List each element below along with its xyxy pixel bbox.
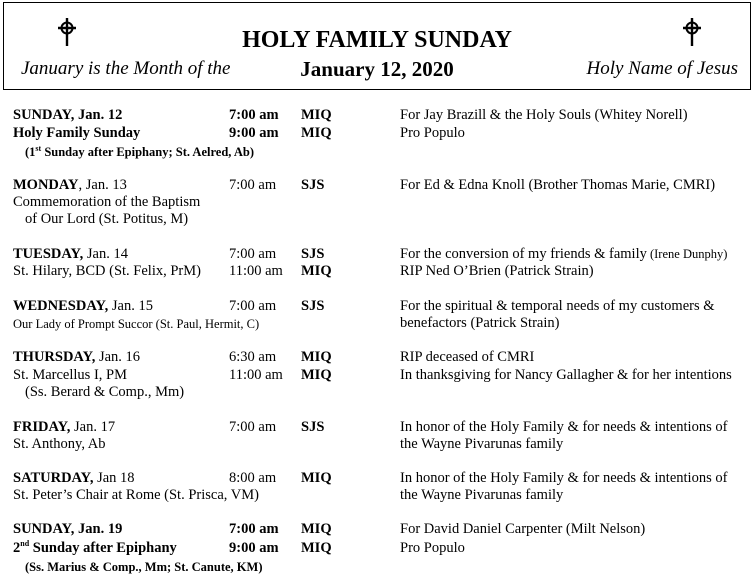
mass-time: 9:00 am — [229, 540, 279, 556]
month-dedication-right: Holy Name of Jesus — [586, 58, 738, 79]
feast-name-cont: of Our Lord (St. Potitus, M) — [25, 211, 189, 227]
priest-code: SJS — [301, 298, 325, 314]
mass-intention: RIP deceased of CMRI — [400, 349, 535, 365]
mass-time: 7:00 am — [229, 419, 277, 435]
priest-code: MIQ — [301, 107, 332, 123]
mass-time: 7:00 am — [229, 298, 277, 314]
mass-intention: For Ed & Edna Knoll (Brother Thomas Marie, CMRI) — [400, 177, 716, 193]
mass-intention: For the spiritual & temporal needs of my customers & — [400, 298, 715, 314]
day-label: SATURDAY, Jan 18 — [13, 470, 135, 486]
mass-time: 7:00 am — [229, 521, 279, 537]
day-label: THURSDAY, Jan. 16 — [13, 349, 141, 365]
feast-name-cont: (Ss. Berard & Comp., Mm) — [25, 384, 185, 400]
bulletin-date: January 12, 2020 — [300, 57, 454, 81]
feast-name: St. Hilary, BCD (St. Felix, PrM) — [13, 263, 201, 279]
day-label: WEDNESDAY, Jan. 15 — [13, 298, 153, 314]
priest-code: SJS — [301, 419, 325, 435]
feast-name: Holy Family Sunday — [13, 125, 141, 141]
mass-time: 11:00 am — [229, 263, 283, 279]
mass-time: 7:00 am — [229, 177, 277, 193]
feast-name: St. Marcellus I, PM — [13, 367, 127, 383]
mass-time: 7:00 am — [229, 246, 277, 262]
day-label: MONDAY, Jan. 13 — [13, 177, 127, 193]
priest-code: MIQ — [301, 540, 332, 556]
mass-intention: For David Daniel Carpenter (Milt Nelson) — [400, 521, 646, 537]
mass-intention-cont: the Wayne Pivarunas family — [400, 487, 564, 503]
feast-name: St. Anthony, Ab — [13, 436, 106, 452]
page-title: HOLY FAMILY SUNDAY — [242, 27, 512, 53]
mass-time: 11:00 am — [229, 367, 283, 383]
day-label: TUESDAY, Jan. 14 — [13, 246, 128, 262]
feast-name: 2nd Sunday after Epiphany — [13, 539, 177, 556]
priest-code: SJS — [301, 246, 325, 262]
mass-time: 9:00 am — [229, 125, 279, 141]
mass-intention-cont: benefactors (Patrick Strain) — [400, 315, 560, 331]
day-label: FRIDAY, Jan. 17 — [13, 419, 116, 435]
feast-name: Commemoration of the Baptism — [13, 194, 201, 210]
mass-intention-cont: the Wayne Pivarunas family — [400, 436, 564, 452]
feast-note: (1st Sunday after Epiphany; St. Aelred, Ab) — [25, 143, 254, 159]
mass-time: 7:00 am — [229, 107, 279, 123]
priest-code: MIQ — [301, 367, 332, 383]
mass-intention: Pro Populo — [400, 540, 465, 556]
mass-intention: In honor of the Holy Family & for needs & intentions of — [400, 470, 728, 486]
priest-code: MIQ — [301, 125, 332, 141]
mass-time: 8:00 am — [229, 470, 277, 486]
priest-code: MIQ — [301, 521, 332, 537]
priest-code: SJS — [301, 177, 325, 193]
priest-code: MIQ — [301, 263, 332, 279]
mass-intention: RIP Ned O’Brien (Patrick Strain) — [400, 263, 594, 279]
mass-intention: For Jay Brazill & the Holy Souls (Whitey Norell) — [400, 107, 688, 123]
feast-name: Our Lady of Prompt Succor (St. Paul, Hermit, C) — [13, 317, 260, 331]
mass-intention: In thanksgiving for Nancy Gallagher & for her intentions — [400, 367, 732, 383]
day-label: SUNDAY, Jan. 19 — [13, 521, 123, 537]
day-label: SUNDAY, Jan. 12 — [13, 107, 123, 123]
mass-intention: For the conversion of my friends & family (Irene Dunphy) — [400, 246, 728, 262]
feast-note: (Ss. Marius & Comp., Mm; St. Canute, KM) — [25, 560, 263, 574]
mass-time: 6:30 am — [229, 349, 277, 365]
month-dedication-left: January is the Month of the — [21, 58, 231, 79]
mass-intention: In honor of the Holy Family & for needs & intentions of — [400, 419, 728, 435]
priest-code: MIQ — [301, 470, 332, 486]
mass-intention: Pro Populo — [400, 125, 465, 141]
priest-code: MIQ — [301, 349, 332, 365]
bulletin-header — [3, 2, 751, 90]
feast-name: St. Peter’s Chair at Rome (St. Prisca, VM) — [13, 487, 259, 503]
